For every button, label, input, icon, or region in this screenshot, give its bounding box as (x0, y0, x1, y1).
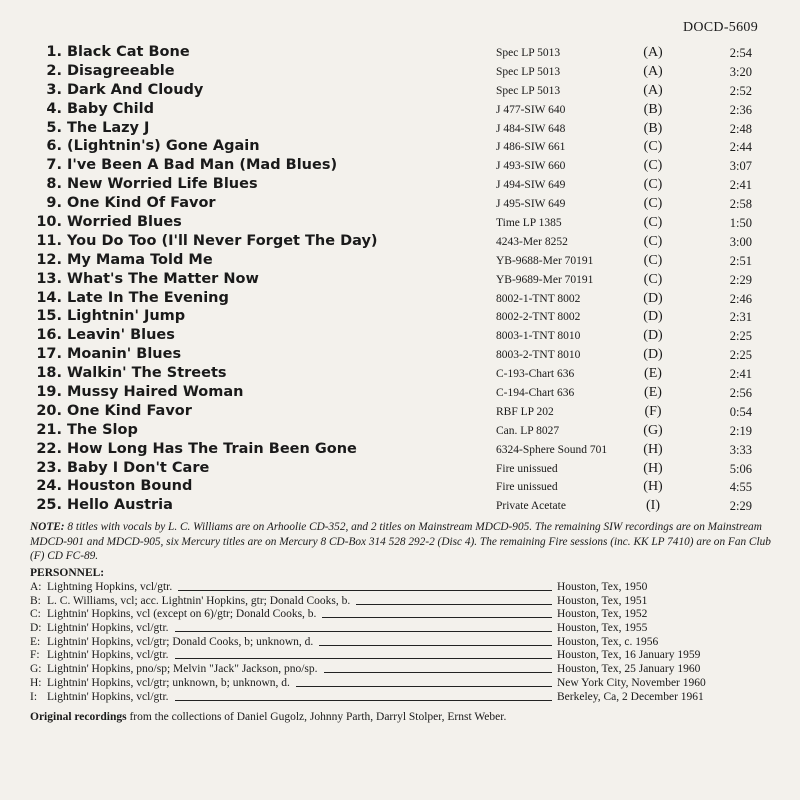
session-location: Houston, Tex, 25 January 1960 (557, 663, 701, 676)
track-row (0, 232, 800, 251)
track-time: 2:29 (729, 272, 752, 287)
track-time: 2:19 (729, 423, 752, 438)
session-letter: F: (30, 649, 40, 662)
track-session: (B) (643, 101, 663, 117)
track-title: Walkin' The Streets (67, 365, 227, 382)
track-row (0, 364, 800, 383)
session-letter: A: (30, 581, 42, 593)
track-row (0, 194, 800, 213)
track-row (0, 81, 800, 100)
track-row (0, 156, 800, 175)
track-row (0, 496, 800, 515)
track-number: 13. (36, 270, 62, 287)
session-letter: C: (30, 608, 41, 621)
track-time: 4:55 (729, 480, 752, 495)
personnel-description: Lightnin' Hopkins, vcl/gtr. (47, 649, 169, 662)
session-location: Houston, Tex, 1952 (557, 608, 648, 621)
session-location: Houston, Tex, 1955 (557, 622, 648, 635)
track-title: You Do Too (I'll Never Forget The Day) (67, 232, 378, 249)
leader-line (319, 645, 552, 646)
track-title: I've Been A Bad Man (Mad Blues) (67, 157, 338, 174)
track-time: 5:06 (729, 461, 752, 476)
track-row (0, 459, 800, 478)
track-session: (A) (643, 45, 663, 60)
note-label: NOTE: (30, 521, 65, 533)
track-row (0, 270, 800, 289)
track-title: Late In The Evening (67, 289, 229, 306)
track-title: New Worried Life Blues (67, 176, 258, 193)
track-number: 25. (36, 497, 62, 514)
track-time: 1:50 (729, 216, 752, 231)
track-number: 24. (36, 478, 62, 495)
personnel-description: Lightnin' Hopkins, pno/sp; Melvin "Jack" Jackson, pno/sp. (47, 663, 318, 676)
track-session: (D) (643, 347, 663, 363)
track-time: 2:29 (729, 499, 752, 514)
track-number: 1. (46, 44, 62, 60)
track-title: Leavin' Blues (67, 327, 175, 344)
track-title: Hello Austria (67, 497, 173, 514)
leader-line (178, 590, 552, 591)
track-time: 2:25 (729, 329, 752, 344)
track-number: 18. (36, 365, 62, 382)
track-session: (E) (644, 385, 662, 401)
track-row (0, 175, 800, 194)
personnel-row (30, 649, 770, 663)
track-row (0, 307, 800, 326)
track-row (0, 213, 800, 232)
track-session: (D) (643, 328, 663, 344)
track-time: 2:44 (729, 140, 752, 155)
track-label: 8003-2-TNT 8010 (496, 349, 581, 362)
track-label: C-194-Chart 636 (496, 387, 575, 400)
track-session: (A) (643, 82, 663, 98)
track-time: 3:00 (729, 234, 752, 249)
personnel-description: Lightnin' Hopkins, vcl/gtr. (47, 690, 169, 703)
track-label: 8002-1-TNT 8002 (496, 292, 581, 305)
track-row (0, 383, 800, 402)
track-title: Black Cat Bone (67, 44, 190, 60)
session-letter: D: (30, 622, 42, 635)
track-title: Houston Bound (67, 478, 193, 495)
track-session: (D) (643, 290, 663, 306)
track-session: (H) (643, 460, 663, 476)
track-session: (I) (646, 498, 660, 514)
credits-text: from the collections of Daniel Gugolz, Johnny Parth, Darryl Stolper, Ernst Weber. (126, 711, 507, 723)
track-label: J 484-SIW 648 (496, 122, 566, 135)
track-session: (C) (643, 271, 663, 287)
track-label: J 486-SIW 661 (496, 141, 566, 154)
track-title: (Lightnin's) Gone Again (67, 138, 260, 155)
track-session: (D) (643, 309, 663, 325)
track-number: 5. (46, 119, 62, 136)
personnel-description: Lightning Hopkins, vcl/gtr. (47, 581, 173, 593)
track-title: Baby Child (67, 100, 154, 117)
track-session: (C) (643, 196, 663, 212)
track-row (0, 100, 800, 119)
track-time: 3:07 (729, 159, 752, 174)
track-row (0, 43, 800, 62)
track-title: The Lazy J (67, 119, 150, 136)
track-time: 2:46 (729, 291, 752, 306)
catalog-number: DOCD-5609 (682, 20, 758, 35)
track-session: (H) (643, 479, 663, 495)
track-time: 2:36 (729, 102, 752, 117)
leader-line (322, 617, 552, 618)
track-title: What's The Matter Now (67, 270, 259, 287)
track-label: 8003-1-TNT 8010 (496, 330, 581, 343)
personnel-row (30, 636, 770, 650)
session-location: Houston, Tex, 16 January 1959 (557, 649, 701, 662)
track-number: 14. (36, 289, 62, 306)
track-time: 2:58 (729, 197, 752, 212)
track-row (0, 477, 800, 496)
session-location: Houston, Tex, c. 1956 (557, 635, 659, 648)
track-time: 2:41 (729, 178, 752, 193)
track-title: Baby I Don't Care (67, 459, 210, 476)
track-number: 21. (36, 421, 62, 438)
track-row (0, 326, 800, 345)
track-time: 2:51 (729, 253, 752, 268)
track-title: One Kind Of Favor (67, 195, 216, 212)
track-row (0, 289, 800, 308)
track-number: 7. (46, 157, 62, 174)
track-title: Disagreeable (67, 62, 175, 79)
track-time: 2:54 (729, 46, 752, 60)
track-number: 3. (46, 81, 62, 98)
track-number: 11. (36, 232, 62, 249)
track-title: One Kind Favor (67, 402, 192, 419)
track-number: 17. (36, 346, 62, 363)
track-number: 6. (46, 138, 62, 155)
track-number: 19. (36, 384, 62, 401)
track-time: 2:31 (729, 310, 752, 325)
track-title: My Mama Told Me (67, 251, 213, 268)
personnel-row (30, 677, 770, 691)
session-letter: I: (30, 690, 38, 703)
track-session: (B) (643, 120, 663, 136)
track-session: (A) (643, 63, 663, 79)
track-session: (C) (643, 158, 663, 174)
session-letter: E: (30, 635, 41, 648)
session-location: Houston, Tex, 1950 (557, 581, 648, 593)
personnel-row (30, 663, 770, 677)
track-number: 4. (46, 100, 62, 117)
track-label: YB-9688-Mer 70191 (496, 254, 594, 267)
track-label: Spec LP 5013 (496, 65, 561, 78)
track-session: (G) (643, 422, 663, 438)
session-letter: G: (30, 663, 42, 676)
track-label: J 494-SIW 649 (496, 179, 566, 192)
personnel-description: Lightnin' Hopkins, vcl/gtr. (47, 622, 169, 635)
personnel-heading: PERSONNEL: (30, 567, 105, 579)
track-session: (C) (643, 139, 663, 155)
track-label: 8002-2-TNT 8002 (496, 311, 581, 324)
track-number: 20. (36, 402, 62, 419)
leader-line (356, 604, 552, 605)
session-location: New York City, November 1960 (557, 676, 706, 689)
track-number: 8. (46, 176, 62, 193)
personnel-description: L. C. Williams, vcl; acc. Lightnin' Hopkins, gtr; Donald Cooks, b. (47, 594, 351, 607)
personnel-row (30, 691, 770, 705)
track-time: 0:54 (729, 404, 752, 419)
track-session: (C) (643, 252, 663, 268)
track-session: (F) (644, 403, 662, 419)
credits-line (30, 711, 506, 723)
track-title: Worried Blues (67, 214, 182, 231)
session-letter: B: (30, 594, 41, 607)
track-number: 2. (46, 62, 62, 79)
track-title: Moanin' Blues (67, 346, 182, 363)
track-label: C-193-Chart 636 (496, 368, 575, 381)
track-title: Dark And Cloudy (67, 81, 204, 98)
track-label: Spec LP 5013 (496, 84, 561, 97)
track-number: 10. (36, 214, 62, 231)
credits-bold: Original recordings (30, 711, 127, 723)
track-title: Lightnin' Jump (67, 308, 186, 325)
track-label: J 495-SIW 649 (496, 198, 566, 211)
track-number: 9. (46, 195, 62, 212)
track-row (0, 251, 800, 270)
track-time: 2:48 (729, 121, 752, 136)
personnel-description: Lightnin' Hopkins, vcl/gtr; unknown, b; unknown, d. (47, 676, 290, 689)
leader-line (175, 658, 552, 659)
track-time: 2:25 (729, 348, 752, 363)
track-label: 6324-Sphere Sound 701 (496, 443, 608, 456)
leader-line (296, 686, 552, 687)
personnel-description: Lightnin' Hopkins, vcl (except on 6)/gtr; Donald Cooks, b. (47, 608, 317, 621)
track-title: Mussy Haired Woman (67, 384, 244, 401)
personnel-row (30, 595, 770, 609)
track-session: (C) (643, 177, 663, 193)
track-session: (H) (643, 441, 663, 457)
leader-line (175, 700, 552, 701)
track-list (0, 43, 800, 515)
note-text: 8 titles with vocals by L. C. Williams are on Arhoolie CD-352, and 2 titles on Mainstream MDCD-905. The remaining SIW recordings are on Mainstream MDCD-901 and MDCD-905, six Mercury titles are on Mercury 8 CD-Box 314 528 292-2 (Disc 4). The remaining Fire sessions (inc. KK LP 7410) are on Fan Club (F) CD FC-89. (30, 521, 771, 562)
track-label: Time LP 1385 (496, 217, 562, 230)
track-number: 23. (36, 459, 62, 476)
personnel-row (30, 581, 770, 595)
track-number: 12. (36, 251, 62, 268)
personnel-list (30, 581, 770, 704)
track-label: Can. LP 8027 (496, 424, 560, 437)
track-session: (E) (644, 366, 662, 382)
track-label: Fire unissued (496, 462, 558, 475)
track-time: 3:20 (729, 64, 752, 79)
track-time: 2:41 (729, 367, 752, 382)
track-session: (C) (643, 215, 663, 231)
track-row (0, 421, 800, 440)
track-label: J 493-SIW 660 (496, 160, 566, 173)
track-row (0, 402, 800, 421)
note-paragraph (30, 520, 778, 564)
track-row (0, 345, 800, 364)
track-title: How Long Has The Train Been Gone (67, 440, 357, 457)
personnel-row (30, 608, 770, 622)
leader-line (175, 631, 552, 632)
track-number: 15. (36, 308, 62, 325)
track-row (0, 137, 800, 156)
track-row (0, 62, 800, 81)
track-session: (C) (643, 233, 663, 249)
track-label: 4243-Mer 8252 (496, 235, 568, 248)
track-label: Fire unissued (496, 481, 558, 494)
track-label: J 477-SIW 640 (496, 103, 566, 116)
personnel-description: Lightnin' Hopkins, vcl/gtr; Donald Cooks, b; unknown, d. (47, 635, 314, 648)
track-time: 2:52 (729, 83, 752, 98)
track-label: Spec LP 5013 (496, 47, 561, 59)
track-label: YB-9689-Mer 70191 (496, 273, 594, 286)
session-location: Berkeley, Ca, 2 December 1961 (557, 690, 704, 703)
track-number: 16. (36, 327, 62, 344)
track-time: 3:33 (729, 442, 752, 457)
track-label: RBF LP 202 (496, 405, 554, 418)
track-row (0, 119, 800, 138)
personnel-row (30, 622, 770, 636)
session-location: Houston, Tex, 1951 (557, 594, 648, 607)
leader-line (324, 672, 552, 673)
track-number: 22. (36, 440, 62, 457)
track-title: The Slop (67, 421, 138, 438)
session-letter: H: (30, 676, 42, 689)
track-label: Private Acetate (496, 500, 566, 513)
track-time: 2:56 (729, 386, 752, 401)
track-row (0, 440, 800, 459)
